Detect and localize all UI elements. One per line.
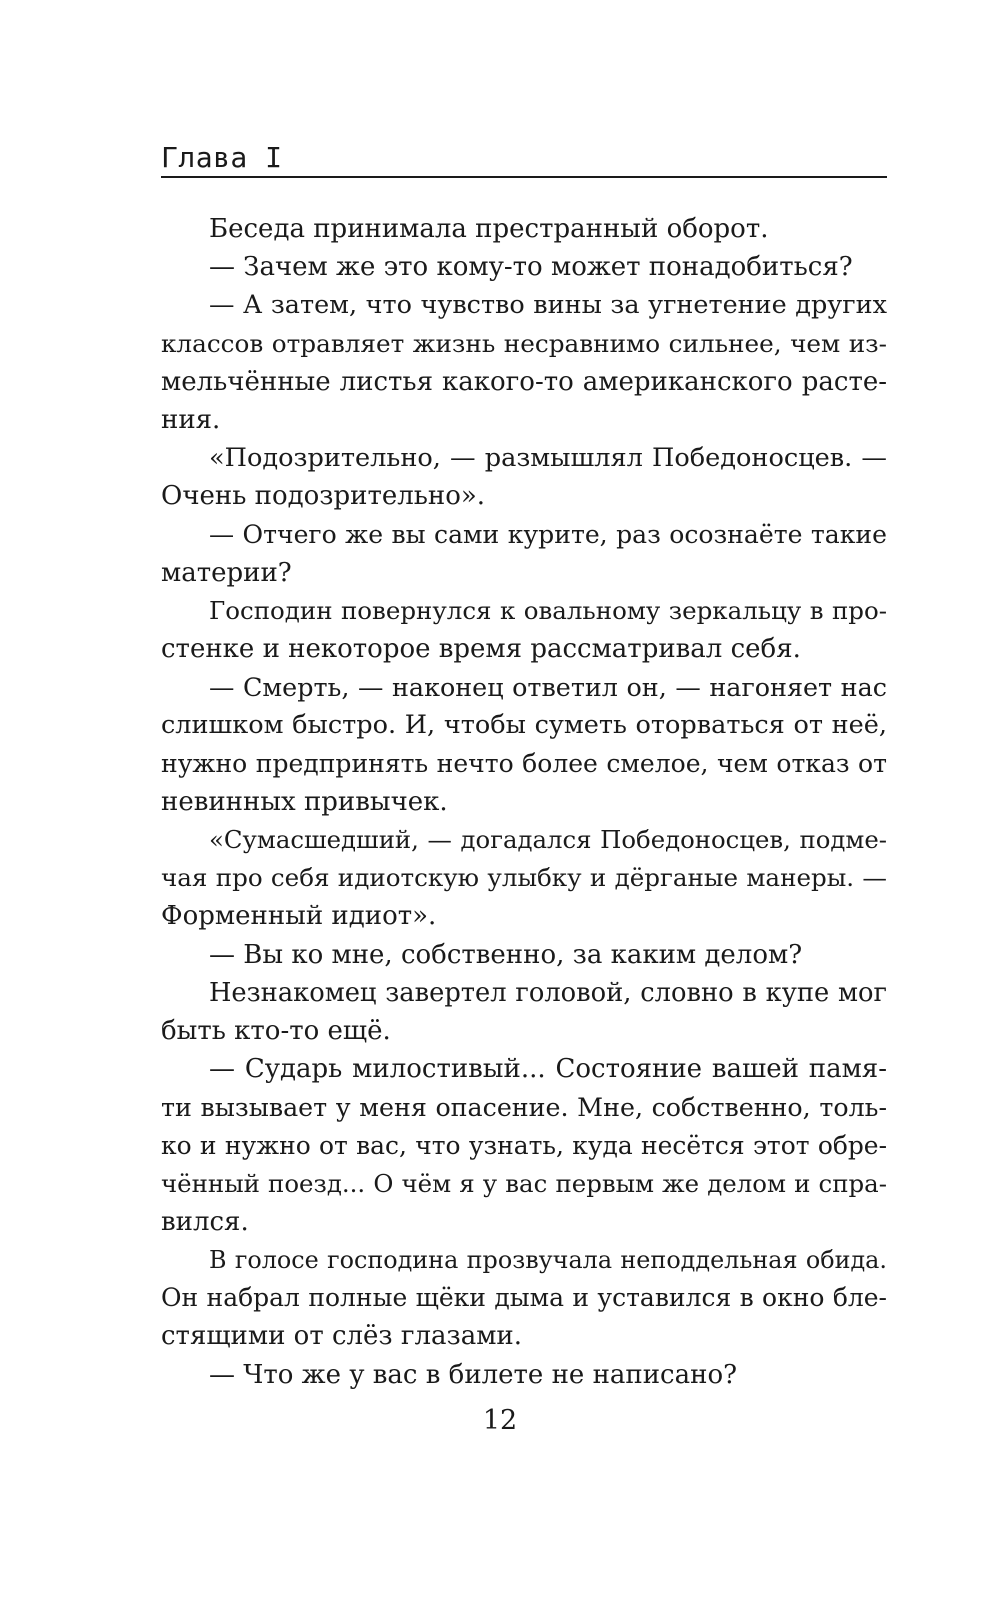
page-number: 12 (482, 1405, 518, 1436)
text-line: классов отравляет жизнь несравнимо сильнее, чем из- (161, 328, 887, 358)
running-head-chapter: Глава I (161, 141, 283, 174)
body-text (161, 210, 887, 1394)
text-line: — Смерть, — наконец ответил он, — нагоняет нас (209, 672, 887, 703)
text-line: ния. (161, 404, 221, 435)
text-line: материи? (161, 557, 292, 588)
text-line: быть кто-то ещё. (161, 1015, 391, 1046)
text-line: — Зачем же это кому-то может понадобиться? (209, 252, 853, 283)
text-line: Незнакомец завертел головой, словно в купе мог (209, 977, 887, 1008)
text-line: «Сумасшедший, — догадался Победоносцев, подме- (209, 825, 887, 854)
text-line: стящими от слёз глазами. (161, 1321, 523, 1352)
text-line: чённый поезд... О чём я у вас первым же делом и спра- (161, 1168, 887, 1198)
text-line: — Что же у вас в билете не написано? (209, 1359, 738, 1390)
text-line: ти вызывает у меня опасение. Мне, собственно, толь- (161, 1092, 887, 1123)
text-line: мельчённые листья какого-то американского расте- (161, 366, 887, 397)
text-line: слишком быстро. И, чтобы суметь оторваться от неё, (161, 710, 887, 741)
text-line: невинных привычек. (161, 786, 448, 817)
text-line: «Подозрительно, — размышлял Победоносцев. — (209, 443, 887, 474)
text-line: — Вы ко мне, собственно, за каким делом? (209, 939, 803, 970)
text-line: нужно предпринять нечто более смелое, чем отказ от (161, 748, 887, 778)
text-line: чая про себя идиотскую улыбку и дёрганые манеры. — (161, 863, 887, 893)
text-line: Беседа принимала престранный оборот. (209, 214, 769, 244)
text-line: — Сударь милостивый... Состояние вашей памя- (209, 1054, 887, 1085)
text-line: вился. (161, 1206, 249, 1237)
text-line: ко и нужно от вас, что узнать, куда несётся этот обре- (161, 1130, 887, 1160)
text-line: Он набрал полные щёки дыма и уставился в окно бле- (161, 1283, 887, 1313)
text-line: Очень подозрительно». (161, 481, 486, 512)
text-line: стенке и некоторое время рассматривал себя. (161, 634, 801, 665)
text-line: В голосе господина прозвучала неподдельная обида. (209, 1246, 887, 1275)
text-line: Форменный идиот». (161, 901, 437, 932)
text-line: Господин повернулся к овальному зеркальцу в про- (209, 595, 887, 625)
text-line: — Отчего же вы сами курите, раз осознаёте такие (209, 519, 887, 549)
text-line: — А затем, что чувство вины за угнетение других (209, 290, 887, 321)
header-rule (161, 176, 887, 178)
